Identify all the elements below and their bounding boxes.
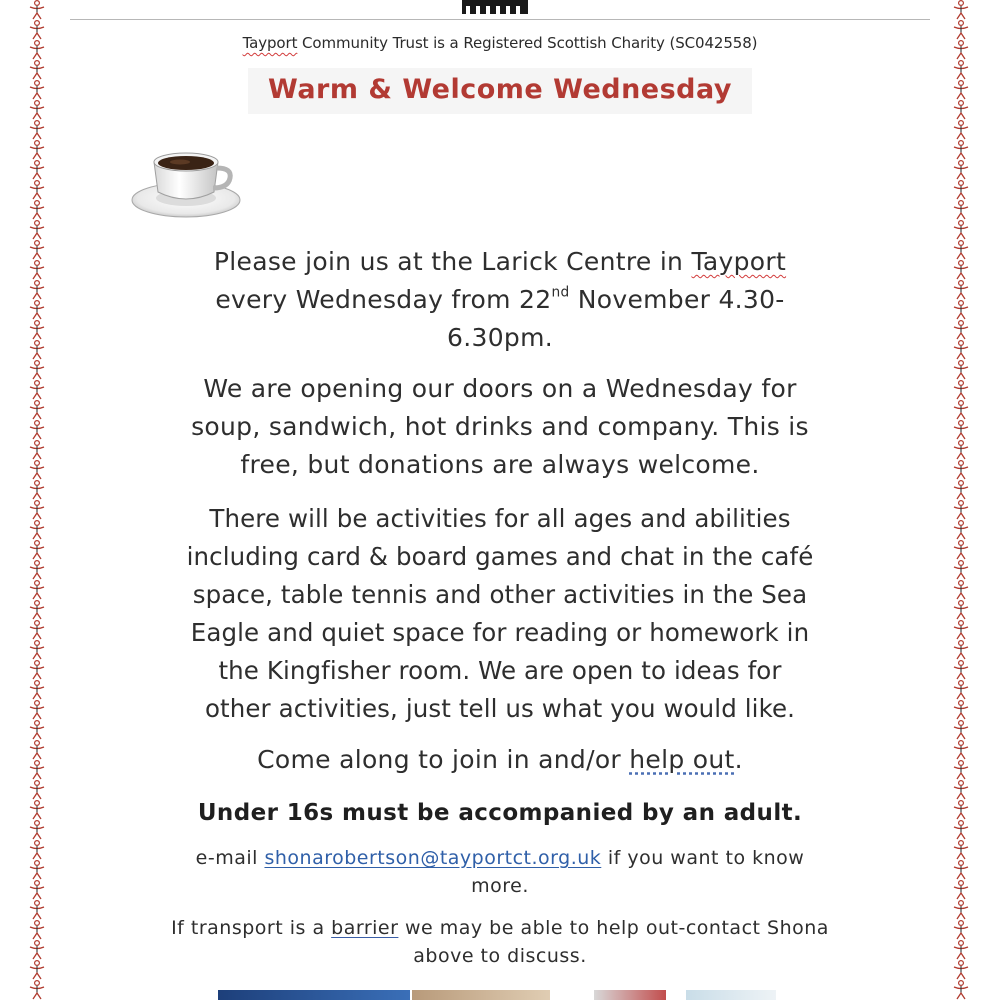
email-label: e-mail (195, 847, 265, 869)
figure-border-icon (952, 0, 970, 20)
figure-border-icon (952, 220, 970, 240)
figure-border-icon (28, 260, 46, 280)
figure-border-icon (952, 920, 970, 940)
figure-border-icon (28, 500, 46, 520)
figure-border-icon (28, 140, 46, 160)
trust-logo-icon (462, 0, 528, 18)
age-notice: Under 16s must be accompanied by an adult. (197, 800, 803, 826)
intro-text: Please join us at the Larick Centre in (213, 247, 692, 276)
figure-border-icon (28, 280, 46, 300)
join-text: Come along to join in and/or (257, 745, 630, 774)
figure-border-icon (28, 880, 46, 900)
figure-border-icon (28, 520, 46, 540)
offer-line: We are opening our doors on a Wednesday for (203, 374, 797, 403)
email-line-1 (100, 844, 900, 872)
intro-text: every Wednesday from 22 (215, 285, 552, 314)
figure-border-icon (28, 820, 46, 840)
activities-line: There will be activities for all ages and abilities (209, 504, 791, 533)
figure-border-icon (28, 400, 46, 420)
transport-text: If transport is a (171, 917, 332, 939)
intro-line-3: 6.30pm. (447, 323, 553, 352)
figure-border-icon (952, 840, 970, 860)
figure-border-icon (28, 740, 46, 760)
figure-border-icon (28, 360, 46, 380)
intro-line-2 (100, 281, 900, 319)
figure-border-icon (28, 640, 46, 660)
activities-paragraph (100, 500, 900, 728)
email-contact (100, 844, 900, 900)
right-figure-border (950, 0, 972, 1000)
figure-border-icon (952, 700, 970, 720)
figure-border-icon (952, 460, 970, 480)
figure-border-icon (28, 680, 46, 700)
figure-border-icon (28, 300, 46, 320)
photo-strip-3 (594, 990, 666, 1000)
activities-line: other activities, just tell us what you would like. (204, 694, 796, 723)
figure-border-icon (28, 600, 46, 620)
intro-line-1 (100, 243, 900, 281)
page-title: Warm & Welcome Wednesday (268, 74, 732, 105)
activities-line: space, table tennis and other activities in the Sea (192, 580, 808, 609)
figure-border-icon (28, 920, 46, 940)
activities-line: Eagle and quiet space for reading or homework in (190, 618, 810, 647)
figure-border-icon (952, 120, 970, 140)
figure-border-icon (952, 560, 970, 580)
email-link[interactable]: shonarobertson@tayportct.org.uk (264, 847, 602, 869)
figure-border-icon (28, 200, 46, 220)
transport-note (100, 914, 900, 970)
figure-border-icon (28, 720, 46, 740)
figure-border-icon (28, 760, 46, 780)
figure-border-icon (952, 300, 970, 320)
figure-border-icon (952, 780, 970, 800)
figure-border-icon (952, 580, 970, 600)
figure-border-icon (952, 140, 970, 160)
transport-text: we may be able to help out-contact Shona (398, 917, 829, 939)
join-paragraph (100, 741, 900, 779)
charity-text: Community Trust is a Registered Scottish Charity (SC042558) (297, 34, 758, 52)
transport-line-1 (100, 914, 900, 942)
figure-border-icon (952, 520, 970, 540)
email-line-2: more. (471, 875, 529, 897)
header-divider (70, 19, 930, 20)
figure-border-icon (28, 180, 46, 200)
figure-border-icon (952, 720, 970, 740)
figure-border-icon (952, 660, 970, 680)
charity-statement (0, 34, 1000, 52)
photo-strip-1 (218, 990, 410, 1000)
figure-border-icon (28, 160, 46, 180)
venue-town: Tayport (691, 247, 787, 276)
figure-border-icon (28, 460, 46, 480)
figure-border-icon (952, 360, 970, 380)
help-out-link[interactable]: help out (629, 745, 735, 774)
figure-border-icon (28, 380, 46, 400)
figure-border-icon (28, 420, 46, 440)
figure-border-icon (28, 320, 46, 340)
figure-border-icon (28, 840, 46, 860)
figure-border-icon (28, 220, 46, 240)
figure-border-icon (952, 620, 970, 640)
figure-border-icon (952, 540, 970, 560)
figure-border-icon (952, 680, 970, 700)
figure-border-icon (952, 980, 970, 1000)
figure-border-icon (952, 320, 970, 340)
figure-border-icon (952, 380, 970, 400)
figure-border-icon (952, 480, 970, 500)
activities-line: the Kingfisher room. We are open to ideas for (218, 656, 782, 685)
figure-border-icon (952, 740, 970, 760)
offer-line: free, but donations are always welcome. (240, 450, 760, 479)
figure-border-icon (952, 800, 970, 820)
figure-border-icon (28, 480, 46, 500)
figure-border-icon (952, 240, 970, 260)
figure-border-icon (28, 960, 46, 980)
figure-border-icon (952, 640, 970, 660)
charity-org-name: Tayport (242, 34, 298, 52)
activities-line: including card & board games and chat in the café (186, 542, 814, 571)
figure-border-icon (952, 880, 970, 900)
join-text: . (734, 745, 743, 774)
figure-border-icon (28, 780, 46, 800)
figure-border-icon (952, 900, 970, 920)
figure-border-icon (28, 540, 46, 560)
figure-border-icon (28, 860, 46, 880)
figure-border-icon (952, 280, 970, 300)
figure-border-icon (28, 340, 46, 360)
figure-border-icon (952, 180, 970, 200)
barrier-word: barrier (331, 917, 399, 939)
figure-border-icon (28, 700, 46, 720)
left-figure-border (26, 0, 48, 1000)
figure-border-icon (28, 980, 46, 1000)
figure-border-icon (28, 940, 46, 960)
figure-border-icon (952, 400, 970, 420)
figure-border-icon (952, 340, 970, 360)
figure-border-icon (952, 500, 970, 520)
figure-border-icon (28, 620, 46, 640)
email-text: if you want to know (601, 847, 805, 869)
coffee-cup-icon (114, 132, 254, 224)
figure-border-icon (28, 440, 46, 460)
figure-border-icon (952, 960, 970, 980)
figure-border-icon (952, 860, 970, 880)
figure-border-icon (952, 820, 970, 840)
figure-border-icon (952, 940, 970, 960)
offer-paragraph (100, 370, 900, 484)
intro-text: November 4.30- (569, 285, 785, 314)
figure-border-icon (28, 560, 46, 580)
figure-border-icon (952, 440, 970, 460)
figure-border-icon (952, 200, 970, 220)
figure-border-icon (28, 0, 46, 20)
offer-line: soup, sandwich, hot drinks and company. This is (191, 412, 809, 441)
photo-strip-2 (412, 990, 550, 1000)
figure-border-icon (952, 160, 970, 180)
ordinal-suffix: nd (551, 284, 570, 301)
figure-border-icon (952, 760, 970, 780)
figure-border-icon (952, 420, 970, 440)
intro-paragraph (100, 243, 900, 357)
figure-border-icon (28, 660, 46, 680)
transport-line-2: above to discuss. (413, 945, 587, 967)
photo-strip-4 (686, 990, 776, 1000)
figure-border-icon (952, 600, 970, 620)
figure-border-icon (28, 120, 46, 140)
figure-border-icon (28, 240, 46, 260)
figure-border-icon (28, 900, 46, 920)
figure-border-icon (28, 800, 46, 820)
figure-border-icon (952, 260, 970, 280)
figure-border-icon (28, 580, 46, 600)
